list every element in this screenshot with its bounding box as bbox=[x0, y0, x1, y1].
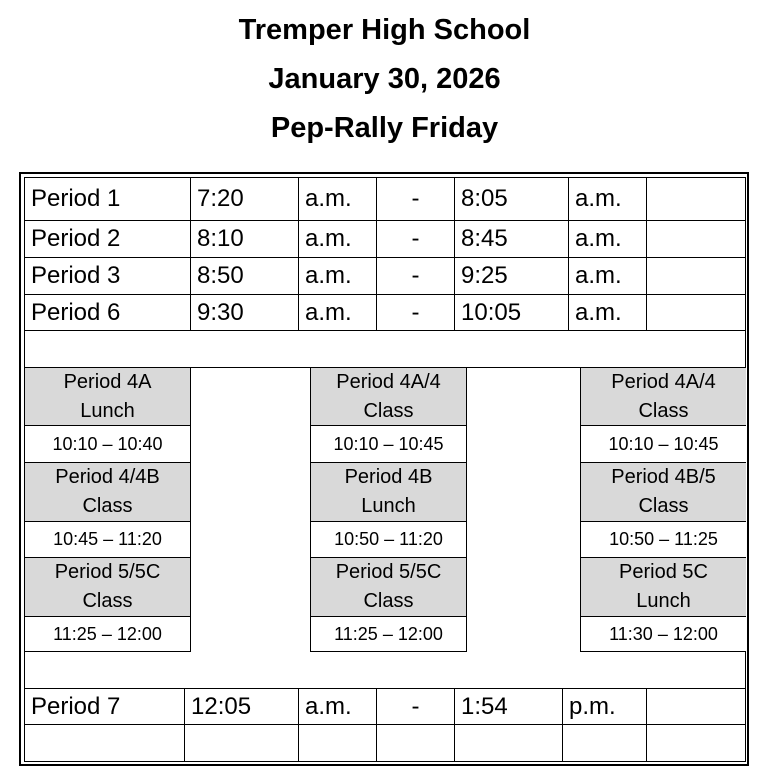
blank-cell bbox=[376, 724, 455, 762]
start-time: 8:50 bbox=[190, 257, 299, 295]
lunch-block-label bbox=[25, 368, 190, 426]
end-time: 8:45 bbox=[454, 220, 569, 258]
lunch-column-3 bbox=[580, 368, 746, 652]
blank-cell bbox=[24, 724, 185, 762]
label-line: Period 4A/4 bbox=[611, 370, 716, 393]
end-ampm: p.m. bbox=[562, 688, 647, 725]
lunch-block-label bbox=[581, 558, 746, 617]
end-time: 1:54 bbox=[454, 688, 563, 725]
lunch-block-label bbox=[311, 463, 466, 522]
start-time: 12:05 bbox=[184, 688, 299, 725]
label-line: Period 4A bbox=[63, 370, 152, 393]
label-line: Class bbox=[82, 590, 133, 612]
start-time: 7:20 bbox=[190, 177, 299, 221]
end-ampm: a.m. bbox=[568, 177, 647, 221]
blank-cell bbox=[646, 688, 746, 725]
lunch-block-label bbox=[25, 463, 190, 522]
blank-cell bbox=[646, 724, 746, 762]
lunch-block-label bbox=[25, 558, 190, 617]
end-ampm: a.m. bbox=[568, 220, 647, 258]
blank-cell bbox=[454, 724, 563, 762]
start-ampm: a.m. bbox=[298, 688, 377, 725]
blank-cell bbox=[184, 724, 299, 762]
lunch-block-label bbox=[581, 463, 746, 522]
label-line: Class bbox=[638, 495, 689, 517]
lunch-block-time: 10:10 – 10:45 bbox=[311, 426, 466, 463]
label-line: Period 5C bbox=[619, 561, 708, 583]
blank-cell bbox=[646, 177, 746, 221]
end-time: 8:05 bbox=[454, 177, 569, 221]
blank-cell bbox=[646, 257, 746, 295]
end-ampm: a.m. bbox=[568, 294, 647, 331]
start-time: 8:10 bbox=[190, 220, 299, 258]
start-ampm: a.m. bbox=[298, 257, 377, 295]
blank-cell bbox=[646, 294, 746, 331]
lunch-block-label bbox=[311, 368, 466, 426]
lunch-block-label bbox=[311, 558, 466, 617]
school-name: Tremper High School bbox=[238, 14, 531, 46]
label-line: Period 4/4B bbox=[55, 466, 160, 488]
label-line: Period 4A/4 bbox=[336, 370, 441, 393]
label-line: Lunch bbox=[80, 399, 135, 422]
end-time: 9:25 bbox=[454, 257, 569, 295]
label-line: Class bbox=[82, 495, 133, 517]
time-dash: - bbox=[376, 294, 455, 331]
label-line: Lunch bbox=[361, 495, 416, 517]
label-line: Period 5/5C bbox=[54, 561, 161, 583]
blank-cell bbox=[562, 724, 647, 762]
lunch-block-time: 11:30 – 12:00 bbox=[581, 617, 746, 651]
label-line: Class bbox=[363, 399, 414, 422]
start-ampm: a.m. bbox=[298, 294, 377, 331]
lunch-block-time: 11:25 – 12:00 bbox=[311, 617, 466, 651]
label-line: Lunch bbox=[636, 590, 691, 612]
time-dash: - bbox=[376, 257, 455, 295]
label-line: Period 5/5C bbox=[335, 561, 442, 583]
lunch-block-time: 10:10 – 10:45 bbox=[581, 426, 746, 463]
lunch-block-label bbox=[581, 368, 746, 426]
label-line: Class bbox=[363, 590, 414, 612]
schedule-event: Pep-Rally Friday bbox=[270, 112, 499, 144]
lunch-column-2 bbox=[310, 368, 467, 652]
lunch-block-time: 10:50 – 11:20 bbox=[311, 522, 466, 558]
period-name: Period 2 bbox=[24, 220, 191, 258]
start-ampm: a.m. bbox=[298, 177, 377, 221]
period-name: Period 3 bbox=[24, 257, 191, 295]
lunch-block-time: 11:25 – 12:00 bbox=[25, 617, 190, 651]
end-time: 10:05 bbox=[454, 294, 569, 331]
lunch-block-time: 10:45 – 11:20 bbox=[25, 522, 190, 558]
period-name: Period 6 bbox=[24, 294, 191, 331]
label-line: Period 4B bbox=[344, 466, 433, 488]
time-dash: - bbox=[376, 177, 455, 221]
schedule-date: January 30, 2026 bbox=[268, 63, 501, 95]
label-line: Period 4B/5 bbox=[611, 466, 716, 488]
end-ampm: a.m. bbox=[568, 257, 647, 295]
time-dash: - bbox=[376, 220, 455, 258]
blank-cell bbox=[298, 724, 377, 762]
period-name: Period 7 bbox=[24, 688, 185, 725]
lunch-column-1 bbox=[24, 368, 191, 652]
time-dash: - bbox=[376, 688, 455, 725]
period-name: Period 1 bbox=[24, 177, 191, 221]
blank-cell bbox=[646, 220, 746, 258]
lunch-block-time: 10:50 – 11:25 bbox=[581, 522, 746, 558]
label-line: Class bbox=[638, 399, 689, 422]
start-ampm: a.m. bbox=[298, 220, 377, 258]
lunch-block-time: 10:10 – 10:40 bbox=[25, 426, 190, 463]
start-time: 9:30 bbox=[190, 294, 299, 331]
